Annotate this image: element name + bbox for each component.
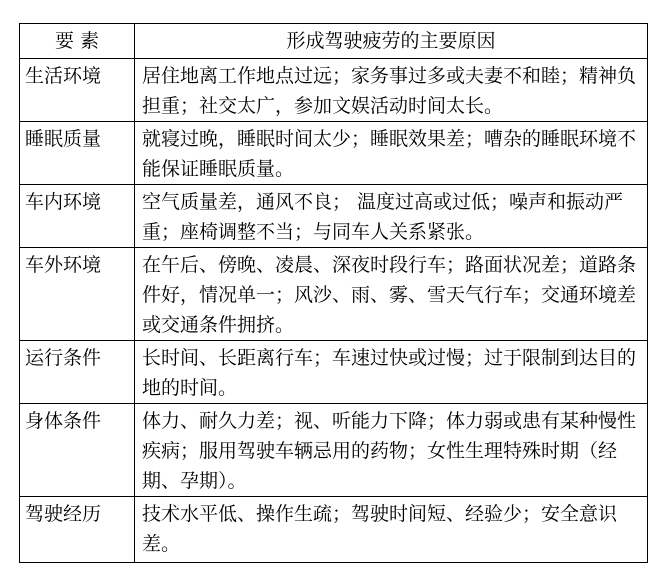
- factor-cell: 车内环境: [20, 185, 135, 248]
- factor-cell: 睡眠质量: [20, 122, 135, 185]
- table-row: [20, 248, 648, 341]
- table-row: [20, 185, 648, 248]
- table-row: [20, 122, 648, 185]
- header-cause: 形成驾驶疲劳的主要原因: [135, 24, 648, 59]
- fatigue-causes-table: [19, 23, 648, 563]
- cause-cell: 长时间、长距离行车；车速过快或过慢；过于限制到达目的地的时间。: [135, 341, 648, 404]
- cause-cell: 空气质量差，通风不良； 温度过高或过低；噪声和振动严重；座椅调整不当；与同车人关系紧张。: [135, 185, 648, 248]
- cause-cell: 在午后、傍晚、凌晨、深夜时段行车；路面状况差；道路条件好，情况单一；风沙、雨、雾、雪天气行车；交通环境差或交通条件拥挤。: [135, 248, 648, 341]
- factor-cell: 身体条件: [20, 404, 135, 497]
- cause-cell: 就寝过晚，睡眠时间太少；睡眠效果差；嘈杂的睡眠环境不能保证睡眠质量。: [135, 122, 648, 185]
- table-header-row: [20, 24, 648, 59]
- factor-cell: 运行条件: [20, 341, 135, 404]
- cause-cell: 体力、耐久力差；视、听能力下降；体力弱或患有某种慢性疾病；服用驾驶车辆忌用的药物；女性生理特殊时期（经期、孕期）。: [135, 404, 648, 497]
- factor-cell: 驾驶经历: [20, 497, 135, 563]
- factor-cell: 生活环境: [20, 59, 135, 122]
- table-row: [20, 59, 648, 122]
- table-row: [20, 404, 648, 497]
- table-row: [20, 341, 648, 404]
- table-row: [20, 497, 648, 563]
- cause-cell: 居住地离工作地点过远；家务事过多或夫妻不和睦；精神负担重；社交太广，参加文娱活动时间太长。: [135, 59, 648, 122]
- cause-cell: 技术水平低、操作生疏；驾驶时间短、经验少；安全意识差。: [135, 497, 648, 563]
- header-factor: 要 素: [20, 24, 135, 59]
- factor-cell: 车外环境: [20, 248, 135, 341]
